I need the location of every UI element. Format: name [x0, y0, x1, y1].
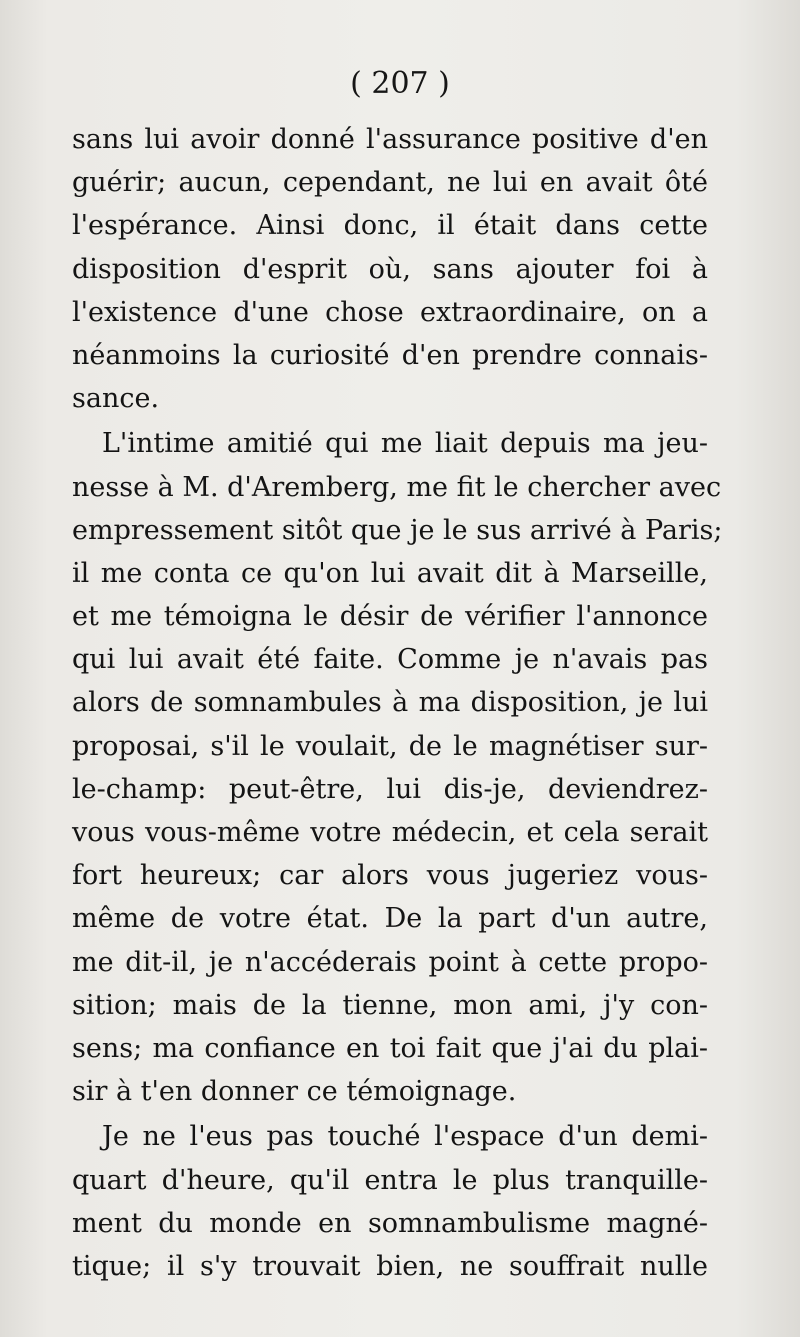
text-line: vous vous-même votre médecin, et cela serait	[72, 817, 708, 848]
text-line: ment du monde en somnambulisme magné-	[72, 1207, 708, 1239]
text-line: empressement sitôt que je le sus arrivé à Paris;	[72, 514, 723, 546]
text-line: qui lui avait été faite. Comme je n'avais pas	[72, 644, 708, 676]
text-line: sens; ma confiance en toi fait que j'ai du plai-	[72, 1032, 708, 1064]
text-line: néanmoins la curiosité d'en prendre connais-	[72, 339, 708, 371]
text-line: l'existence d'une chose extraordinaire, on a	[72, 296, 708, 328]
text-line: alors de somnambules à ma disposition, je lui	[72, 687, 708, 719]
text-line: disposition d'esprit où, sans ajouter foi à	[72, 253, 708, 285]
text-line: me dit-il, je n'accéderais point à cette propo-	[72, 946, 708, 978]
text-line: fort heureux; car alors vous jugeriez vous-	[72, 860, 708, 892]
text-line: proposai, s'il le voulait, de le magnétiser sur-	[72, 730, 708, 762]
text-line: Je ne l'eus pas touché l'espace d'un demi-	[102, 1121, 708, 1153]
text-line: même de votre état. De la part d'un autre,	[72, 903, 708, 935]
text-line: sance.	[72, 383, 160, 415]
text-line: quart d'heure, qu'il entra le plus tranquille-	[72, 1164, 708, 1196]
text-line: le-champ: peut-être, lui dis-je, deviendrez-	[72, 773, 708, 805]
text-line: sition; mais de la tienne, mon ami, j'y con-	[72, 989, 708, 1021]
text-line: et me témoigna le désir de vérifier l'annonce	[72, 601, 708, 633]
text-line: il me conta ce qu'on lui avait dit à Marseille,	[72, 557, 708, 589]
body-text	[72, 118, 723, 1288]
text-line: tique; il s'y trouvait bien, ne souffrait nulle	[72, 1250, 708, 1282]
text-line: sir à t'en donner ce témoignage.	[72, 1076, 517, 1108]
page-number: ( 207 )	[350, 66, 450, 101]
text-line: l'espérance. Ainsi donc, il était dans cette	[72, 210, 708, 242]
text-line: guérir; aucun, cependant, ne lui en avait ôté	[72, 167, 708, 199]
text-line: sans lui avoir donné l'assurance positive d'en	[72, 124, 708, 155]
text-line: L'intime amitié qui me liait depuis ma jeu-	[102, 428, 708, 460]
text-line: nesse à M. d'Aremberg, me fit le chercher avec	[72, 471, 722, 503]
